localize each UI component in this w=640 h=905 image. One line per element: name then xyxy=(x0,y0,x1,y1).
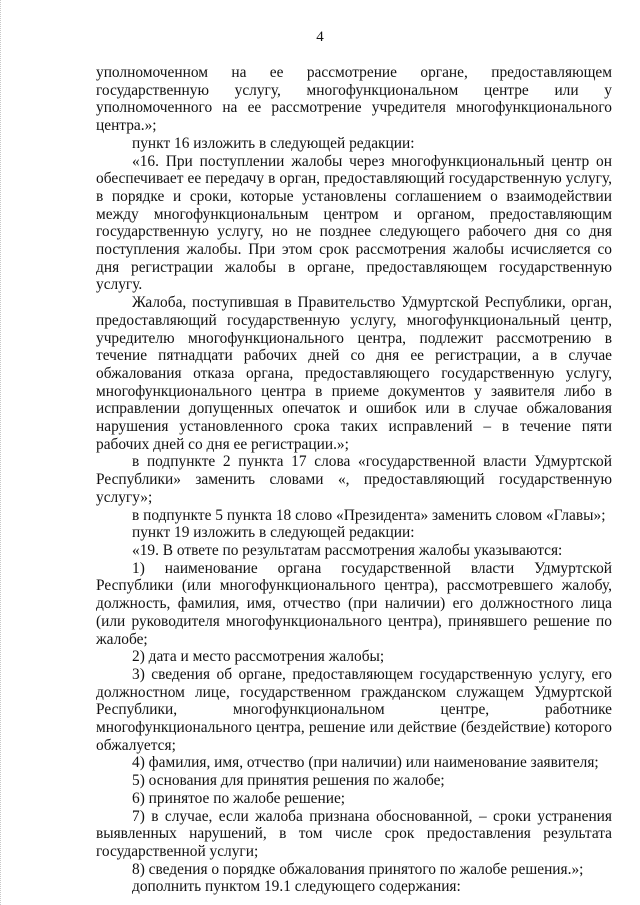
paragraph: 1) наименование органа государственной власти Удмуртской Республики (или многофункционального центра), рассмотревшего жалобу, должность, фамилия, имя, отчество (при наличии) его должностного лица (или руководителя многофункционального центра), принявшего решение по жалобе; xyxy=(96,559,612,648)
page-number: 4 xyxy=(316,29,324,45)
paragraph: Жалоба, поступившая в Правительство Удмуртской Республики, орган, предоставляющий государственную услугу, многофункциональный центр, учредителю многофункционального центра, подлежит рассмотрению в течение пятнадцати рабочих дней со дня ее регистрации, а в случае обжалования отказа органа, предоставляющего государственную услугу, многофункционального центра в приеме документов у заявителя либо в исправлении допущенных опечаток и ошибок или в случае обжалования нарушения установленного срока таких исправлений – в течение пяти рабочих дней со дня ее регистрации.»; xyxy=(96,294,612,453)
paragraph: 3) сведения об органе, предоставляющем государственную услугу, его должностном лице, государственном гражданском служащем Удмуртской Республики, многофункциональном центре, работнике многофункционального центра, решение или действие (бездействие) которого обжалуется; xyxy=(96,665,612,754)
paragraph: 8) сведения о порядке обжалования принятого по жалобе решения.»; xyxy=(132,860,584,878)
paragraph: 6) принятое по жалобе решение; xyxy=(132,789,346,807)
paragraph: 4) фамилия, имя, отчество (при наличии) или наименование заявителя; xyxy=(132,754,599,772)
paragraph: пункт 16 изложить в следующей редакции: xyxy=(132,134,415,152)
page-edge-divider xyxy=(0,0,3,905)
paragraph: уполномоченном на ее рассмотрение органе, предоставляющем государственную услугу, многофункциональном центре или у уполномоченного на ее рассмотрение учредителя многофункционального центра.»; xyxy=(96,64,612,135)
paragraph: пункт 19 изложить в следующей редакции: xyxy=(132,524,415,542)
paragraph: в подпункте 2 пункта 17 слова «государственной власти Удмуртской Республики» заменить словами «, предоставляющий государственную услугу»; xyxy=(96,453,612,506)
paragraph: «16. При поступлении жалобы через многофункциональный центр он обеспечивает ее передачу в орган, предоставляющий государственную услугу, в порядке и сроки, которые установлены соглашением о взаимодействии между многофункциональным центром и органом, предоставляющим государственную услугу, но не позднее следующего рабочего дня со дня поступления жалобы. При этом срок рассмотрения жалобы исчисляется со дня регистрации жалобы в органе, предоставляющем государственную услугу. xyxy=(96,152,612,294)
paragraph: 5) основания для принятия решения по жалобе; xyxy=(132,772,445,790)
document-body xyxy=(96,64,612,896)
paragraph: «19. В ответе по результатам рассмотрения жалобы указываются: xyxy=(132,541,563,559)
paragraph: дополнить пунктом 19.1 следующего содержания: xyxy=(132,878,461,896)
paragraph: в подпункте 5 пункта 18 слово «Президента» заменить словом «Главы»; xyxy=(132,506,606,524)
paragraph: 2) дата и место рассмотрения жалобы; xyxy=(132,648,385,666)
paragraph: 7) в случае, если жалоба признана обоснованной, – сроки устранения выявленных нарушений, в том числе срок предоставления результата государственной услуги; xyxy=(96,807,612,860)
